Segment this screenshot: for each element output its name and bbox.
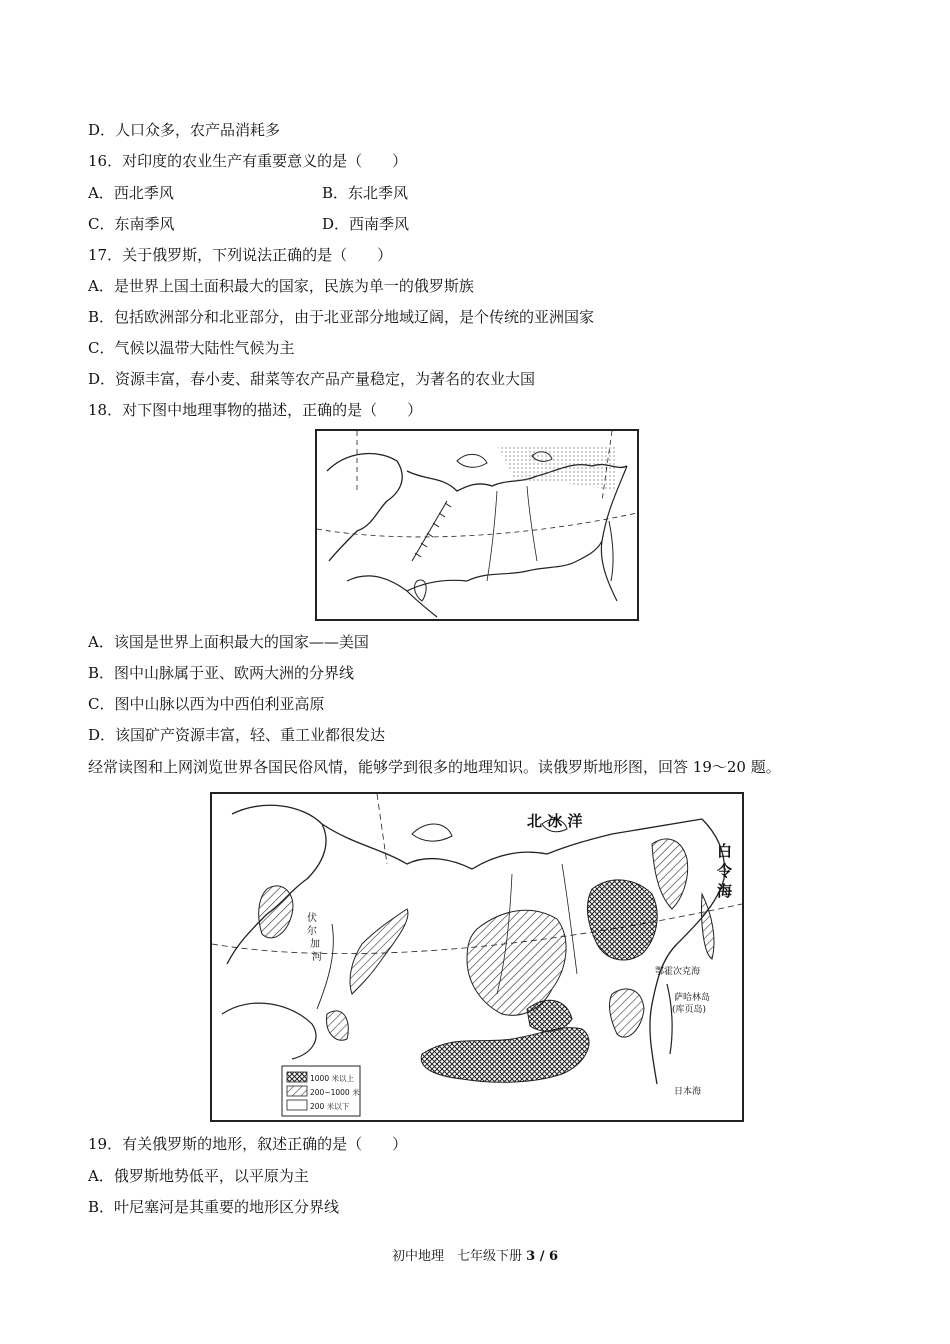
legend-swatch-high [287,1072,307,1082]
label-bering-3: 海 [717,882,733,900]
scandinavian-mountains [259,886,293,938]
legend-swatch-mid [287,1086,307,1096]
q18-option-c: C．图中山脉以西为中西伯利亚高原 [88,695,325,713]
q19-stem: 19．有关俄罗斯的地形，叙述正确的是（ ） [88,1135,408,1153]
label-sakhalin: 萨哈林岛 [674,993,711,1003]
footer-page-number: 3 / 6 [526,1249,559,1264]
q18-option-d: D．该国矿产资源丰富，轻、重工业都很发达 [88,726,386,744]
label-arctic-ocean: 北 冰 洋 [527,812,583,830]
q19-option-b: B．叶尼塞河是其重要的地形区分界线 [88,1198,340,1216]
label-volga-1: 伏 [307,913,317,924]
chukotka-highlands [652,839,688,909]
q17-option-c: C．气候以温带大陆性气候为主 [88,339,295,357]
sakhalin-island [609,521,613,581]
meridian-line [377,794,387,864]
q16-stem: 16．对印度的农业生产有重要意义的是（ ） [88,152,408,170]
stippled-region [497,446,617,491]
q16-option-b: B．东北季风 [322,184,409,202]
page-footer [0,1248,950,1266]
label-okhotsk: 鄂霍次克海 [655,967,701,977]
southern-border [407,541,602,591]
baikal-mountains [527,1000,572,1031]
label-sakhalin-alt: (库页岛) [672,1005,707,1015]
label-bering-2: 令 [717,862,733,880]
southern-mountains [421,1028,589,1083]
river-lena [527,486,537,561]
label-bering-1: 白 [717,842,733,860]
q16-option-a: A．西北季风 [88,184,174,202]
russia-terrain-map [210,792,744,1122]
q17-option-b: B．包括欧洲部分和北亚部分，由于北亚部分地域辽阔，是个传统的亚洲国家 [88,308,595,326]
q17-stem: 17．关于俄罗斯，下列说法正确的是（ ） [88,246,393,264]
russia-outline-map [315,429,639,621]
black-sea-region [222,1003,316,1059]
black-sea-coast [347,576,437,617]
arctic-circle [317,513,637,537]
q17-option-d: D．资源丰富，春小麦、甜菜等农产品产量稳定，为著名的农业大国 [88,370,536,388]
footer-subject: 初中地理 七年级下册 [391,1249,527,1264]
central-siberian-plateau [467,910,566,1015]
verkhoyansk-range [587,880,657,960]
ural-mountains [412,501,451,561]
map-legend [282,1066,360,1116]
label-volga-4: 河 [312,952,322,963]
q17-option-a: A．是世界上国土面积最大的国家，民族为单一的俄罗斯族 [88,277,474,295]
legend-label-high: 1000 米以上 [310,1074,354,1083]
ural-mountains [350,909,408,994]
russia-terrain-map-svg [212,794,742,1120]
river-yenisei [487,491,497,581]
caspian-sea [415,580,427,601]
sakhalin-island [667,984,672,1054]
label-volga-3: 加 [310,939,320,950]
label-volga-2: 尔 [307,926,317,937]
q19-option-a: A．俄罗斯地势低平，以平原为主 [88,1167,309,1185]
russia-outline-map-svg [317,431,637,619]
europe-coast [327,454,402,561]
caucasus [327,1011,349,1040]
q16-option-c: C．东南季风 [88,215,175,233]
arctic-coast [322,819,702,869]
q18-stem: 18．对下图中地理事物的描述，正确的是（ ） [88,401,423,419]
sikhote-alin [610,989,644,1037]
q18-option-b: B．图中山脉属于亚、欧两大洲的分界线 [88,664,355,682]
novaya-zemlya [457,454,487,467]
novaya-zemlya [412,824,452,841]
q15-option-d: D．人口众多，农产品消耗多 [88,121,281,139]
legend-swatch-low [287,1100,307,1110]
legend-label-low: 200 米以下 [310,1102,350,1111]
volga-river [317,924,333,1009]
intro-19-20: 经常读图和上网浏览世界各国民俗风情，能够学到很多的地理知识。读俄罗斯地形图，回答 19～20 题。 [88,758,781,776]
q16-option-d: D．西南季风 [322,215,410,233]
q18-option-a: A．该国是世界上面积最大的国家——美国 [88,633,369,651]
label-japan-sea: 日本海 [674,1087,702,1097]
legend-label-mid: 200~1000 米 [310,1088,360,1097]
